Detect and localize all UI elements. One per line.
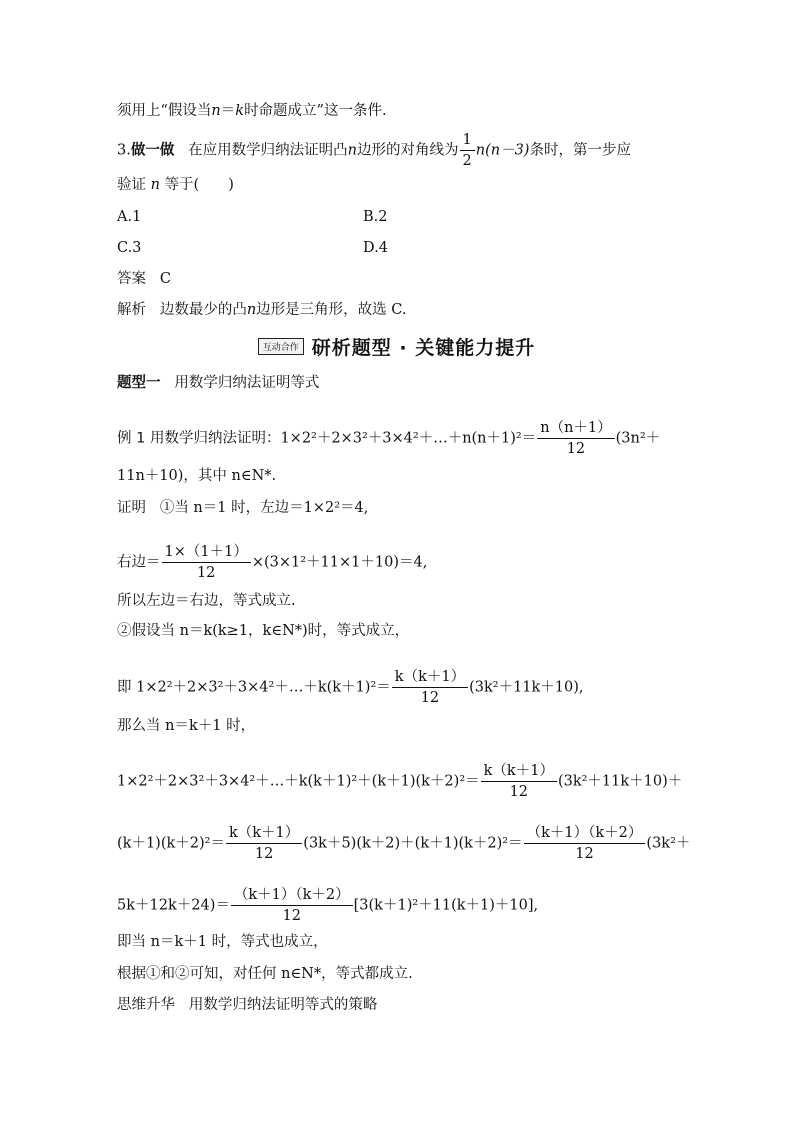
fraction-denominator: 12 [566, 441, 586, 457]
step2-eq-pre: 即 1×2²＋2×3²＋3×4²＋…＋k(k＋1)²＝ [117, 679, 391, 696]
proof-step1-right [117, 543, 427, 582]
question-expr: n(n－3) [475, 142, 530, 159]
example1-line1 [117, 419, 660, 458]
eq1-fraction [481, 762, 557, 801]
question-label: 做一做 [130, 142, 175, 159]
summary-text: 用数学归纳法证明等式的策略 [188, 997, 378, 1013]
fraction-denominator: 12 [254, 846, 274, 862]
fraction-numerator: 1 [460, 131, 475, 151]
eq3-pre: 5k＋12k＋24)＝ [117, 897, 230, 914]
example-text: 用数学归纳法证明： [149, 430, 281, 447]
step2-fraction [392, 668, 468, 707]
var-n: n [246, 302, 257, 318]
example-lhs: 1×2²＋2×3²＋3×4²＋…＋n(n＋1)²＝ [280, 430, 537, 447]
fraction-numerator: （k＋1）（k＋2） [231, 886, 353, 906]
fraction-denominator: 2 [462, 153, 472, 169]
fraction-numerator: k（k＋1） [392, 668, 468, 688]
section-tag: 互动合作 [258, 338, 304, 355]
analysis-line [117, 300, 406, 320]
analysis-text-post: 边形是三角形，故选 C. [256, 302, 407, 318]
proof-step1-text: ①当 n＝1 时，左边＝1×2²＝4, [159, 500, 369, 516]
question-text-mid: 边形的对角线为 [357, 142, 459, 159]
fraction-denominator: 12 [509, 784, 529, 800]
section-title: 研析题型 · 关键能力提升 [311, 337, 536, 359]
proof-then: 那么当 n＝k＋1 时， [117, 718, 256, 734]
proof-step2: ②假设当 n＝k(k≥1，k∈N*)时，等式成立， [117, 623, 410, 639]
equals-sign: ＝ [220, 103, 236, 119]
proof-step1-conclusion: 所以左边＝右边，等式成立. [117, 593, 296, 609]
eq3-post: [3(k＋1)²＋11(k＋1)＋10], [353, 897, 539, 914]
proof-step2-conclusion: 即当 n＝k＋1 时，等式也成立， [117, 934, 328, 950]
proof-eq2 [117, 824, 690, 863]
section-heading [0, 333, 793, 360]
answer-label: 答案 [117, 271, 146, 287]
question-text-post: 条时，第一步应 [529, 142, 631, 159]
fraction-denominator: 12 [282, 908, 301, 924]
right-side-post: ×(3×1²＋11×1＋10)＝4, [251, 554, 428, 571]
fraction-denominator: 12 [575, 846, 594, 862]
eq2-post: (3k²＋ [646, 835, 691, 852]
analysis-label: 解析 [117, 302, 146, 318]
proof-step1 [117, 498, 368, 518]
proof-step2-eq [117, 668, 584, 707]
right-side-fraction [162, 543, 251, 582]
text-line-1 [117, 101, 387, 121]
proof-label: 证明 [117, 500, 146, 516]
fraction-numerator: k（k＋1） [226, 824, 302, 844]
eq2-pre: (k＋1)(k＋2)²＝ [117, 835, 225, 852]
option-a: A.1 [117, 209, 142, 225]
type1-heading [117, 373, 319, 393]
line1-pre: 须用上“假设当 [117, 103, 212, 119]
fraction-denominator: 12 [196, 565, 216, 581]
fraction-half [460, 131, 475, 170]
answer-line [117, 269, 171, 289]
eq3-fraction [231, 886, 353, 925]
step2-eq-post: (3k²＋11k＋10), [469, 679, 584, 696]
question-number: 3. [117, 142, 131, 159]
example-label: 例 1 [117, 430, 146, 447]
var-n: n [211, 103, 221, 119]
option-c: C.3 [117, 240, 142, 256]
eq2-mid: (3k＋5)(k＋2)＋(k＋1)(k＋2)²＝ [303, 835, 523, 852]
question-3-line2 [117, 175, 234, 195]
proof-final: 根据①和②可知，对任何 n∈N*，等式都成立. [117, 966, 413, 982]
question-line2-post: 等于( ) [164, 177, 234, 193]
var-k: k [235, 103, 245, 119]
fraction-numerator: 1×（1＋1） [162, 543, 251, 563]
summary-label: 思维升华 [117, 997, 175, 1013]
question-3 [117, 131, 631, 170]
proof-eq3 [117, 886, 538, 925]
example1-line2: 11n＋10)，其中 n∈N*. [117, 468, 277, 484]
type1-label: 题型一 [117, 375, 161, 391]
right-side-pre: 右边＝ [117, 554, 161, 571]
analysis-text-pre: 边数最少的凸 [159, 302, 247, 318]
eq1-pre: 1×2²＋2×3²＋3×4²＋…＋k(k＋1)²＋(k＋1)(k＋2)²＝ [117, 773, 480, 790]
option-b: B.2 [363, 209, 388, 225]
eq1-post: (3k²＋11k＋10)＋ [557, 773, 683, 790]
fraction-denominator: 12 [420, 690, 440, 706]
question-text-pre: 在应用数学归纳法证明凸 [188, 142, 348, 159]
var-n: n [347, 142, 358, 159]
line1-post: 时命题成立”这一条件. [244, 103, 387, 119]
answer-value: C [159, 271, 171, 287]
summary-line [117, 995, 377, 1015]
fraction-numerator: （k＋1）（k＋2） [524, 824, 646, 844]
type1-title: 用数学归纳法证明等式 [174, 375, 320, 391]
option-d: D.4 [363, 240, 388, 256]
eq2-fraction-2 [524, 824, 646, 863]
var-n: n [150, 177, 160, 193]
eq2-fraction [226, 824, 302, 863]
example-rhs: (3n²＋ [615, 430, 661, 447]
fraction-numerator: n（n＋1） [537, 419, 614, 439]
example-fraction [537, 419, 614, 458]
question-line2-pre: 验证 [117, 177, 146, 193]
fraction-numerator: k（k＋1） [481, 762, 557, 782]
proof-eq1 [117, 762, 682, 801]
